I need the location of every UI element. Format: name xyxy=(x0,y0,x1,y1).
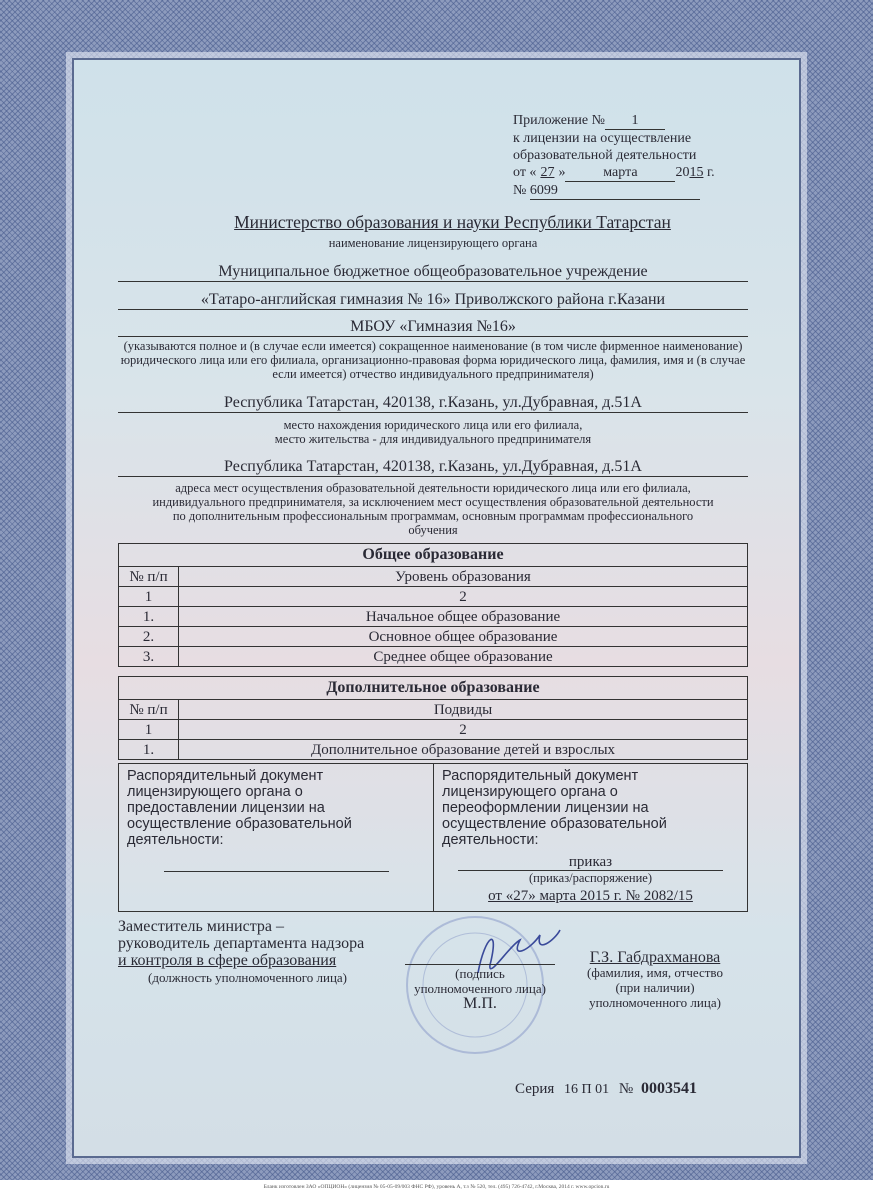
additional-education-table xyxy=(118,676,748,760)
printer-imprint: Бланк изготовлен ЗАО «ОПЦИОН» (лицензия № 05-05-09/003 ФНС РФ), уровень А, т.з № 520, тел. (495) 726-4742, г.Москва, 2014 г. www.opcion.ru xyxy=(263,1184,610,1190)
order-type-caption: (приказ/распоряжение) xyxy=(528,871,653,885)
seal-place-label: М.П. xyxy=(463,995,497,1012)
date-mid: » xyxy=(558,165,566,180)
date-month: марта xyxy=(565,164,675,182)
org-full-name-line2: «Татаро-английская гимназия № 16» Приволжского района г.Казани xyxy=(118,291,748,310)
authority-name: Министерство образования и науки Республики Татарстан xyxy=(234,212,671,232)
blank-series xyxy=(515,1080,697,1098)
header-line2: образовательной деятельности xyxy=(513,148,697,163)
year-prefix: 20 xyxy=(675,165,690,180)
table-row xyxy=(119,607,748,627)
row-value: Основное общее образование xyxy=(179,627,748,647)
col-number-header: № п/п xyxy=(119,567,179,587)
general-education-title: Общее образование xyxy=(119,544,748,567)
issue-document-text: Распорядительный документ лицензирующего органа о предоставлении лицензии на осуществление образовательной деятельности: xyxy=(127,768,352,848)
authority-caption: наименование лицензирующего органа xyxy=(328,236,538,250)
name-caption-2: (при наличии) xyxy=(615,980,695,995)
table-row xyxy=(119,740,748,760)
org-full-name-line1: Муниципальное бюджетное общеобразовательное учреждение xyxy=(118,263,748,282)
col-number-header: № п/п xyxy=(119,700,179,720)
name-caption-3: уполномоченного лица) xyxy=(589,995,721,1010)
series-number: 0003541 xyxy=(640,1080,697,1097)
position-line1: Заместитель министра – xyxy=(118,918,284,935)
signer-name-block xyxy=(565,950,745,1010)
date-day: 27 xyxy=(540,165,555,180)
location-caption-2: место жительства - для индивидуального предпринимателя xyxy=(274,432,592,446)
series-label: Серия xyxy=(515,1081,555,1097)
signer-name: Г.З. Габдрахманова xyxy=(589,949,721,966)
series-number-label: № xyxy=(618,1081,634,1097)
signature-caption xyxy=(380,966,580,1011)
license-number: 6099 xyxy=(530,182,700,200)
signature-line xyxy=(405,964,555,965)
activity-caption: адреса мест осуществления образовательной деятельности юридического лица или его филиала, индивидуального предпринимателя, за исключением мест осуществления образовательной деятельности по дополнительным профессиональным программам, основным программам профессионального обучения xyxy=(152,481,714,537)
col-index: 2 xyxy=(179,720,748,740)
table-row xyxy=(119,627,748,647)
general-education-table xyxy=(118,543,748,667)
col-index: 1 xyxy=(119,587,179,607)
position-line2: руководитель департамента надзора xyxy=(118,935,365,952)
activity-address: Республика Татарстан, 420138, г.Казань, ул.Дубравная, д.51А xyxy=(118,458,748,477)
series-value: 16 П 01 xyxy=(564,1082,610,1097)
location-caption-1: место нахождения юридического лица или его филиала, xyxy=(283,418,583,432)
row-number: 1. xyxy=(119,607,179,627)
additional-education-title: Дополнительное образование xyxy=(119,677,748,700)
col-level-header: Уровень образования xyxy=(179,567,748,587)
issue-document-line xyxy=(164,871,389,872)
col-index: 1 xyxy=(119,720,179,740)
col-subtype-header: Подвиды xyxy=(179,700,748,720)
position-line3: и контроля в сфере образования xyxy=(118,952,337,969)
date-year: 15 xyxy=(689,165,704,180)
position-caption: (должность уполномоченного лица) xyxy=(148,970,348,985)
issue-document-box xyxy=(119,764,433,911)
sign-caption-1: (подпись xyxy=(455,966,505,981)
row-value: Среднее общее образование xyxy=(179,647,748,667)
org-short-name: МБОУ «Гимназия №16» xyxy=(118,318,748,337)
sign-caption-2: уполномоченного лица) xyxy=(414,981,546,996)
date-prefix: от « xyxy=(513,165,537,180)
row-number: 1. xyxy=(119,740,179,760)
order-date-number: от «27» марта 2015 г. № 2082/15 xyxy=(488,888,693,904)
table-row xyxy=(119,647,748,667)
location-address: Республика Татарстан, 420138, г.Казань, ул.Дубравная, д.51А xyxy=(118,394,748,413)
number-label: № xyxy=(513,183,527,198)
order-type: приказ xyxy=(458,854,723,871)
reissue-document-text: Распорядительный документ лицензирующего органа о переоформлении лицензии на осуществление образовательной деятельности: xyxy=(442,768,667,848)
row-number: 3. xyxy=(119,647,179,667)
appendix-number: 1 xyxy=(605,112,665,130)
reissue-document-box xyxy=(433,764,747,911)
appendix-label: Приложение № xyxy=(513,113,605,128)
header-line1: к лицензии на осуществление xyxy=(513,131,692,146)
row-value: Дополнительное образование детей и взрослых xyxy=(179,740,748,760)
col-index: 2 xyxy=(179,587,748,607)
name-caption-1: (фамилия, имя, отчество xyxy=(587,965,723,980)
org-caption: (указываются полное и (в случае если имеется) сокращенное наименование (в том числе фирменное наименование) юридического лица или его филиала, организационно-правовая форма юридического лица, фамилия, имя и (в случае если имеется) отчество индивидуального предпринимателя) xyxy=(120,339,746,381)
row-number: 2. xyxy=(119,627,179,647)
order-documents xyxy=(118,763,748,912)
appendix-header xyxy=(513,112,715,200)
row-value: Начальное общее образование xyxy=(179,607,748,627)
year-suffix: г. xyxy=(706,165,715,180)
signer-position xyxy=(118,918,364,986)
